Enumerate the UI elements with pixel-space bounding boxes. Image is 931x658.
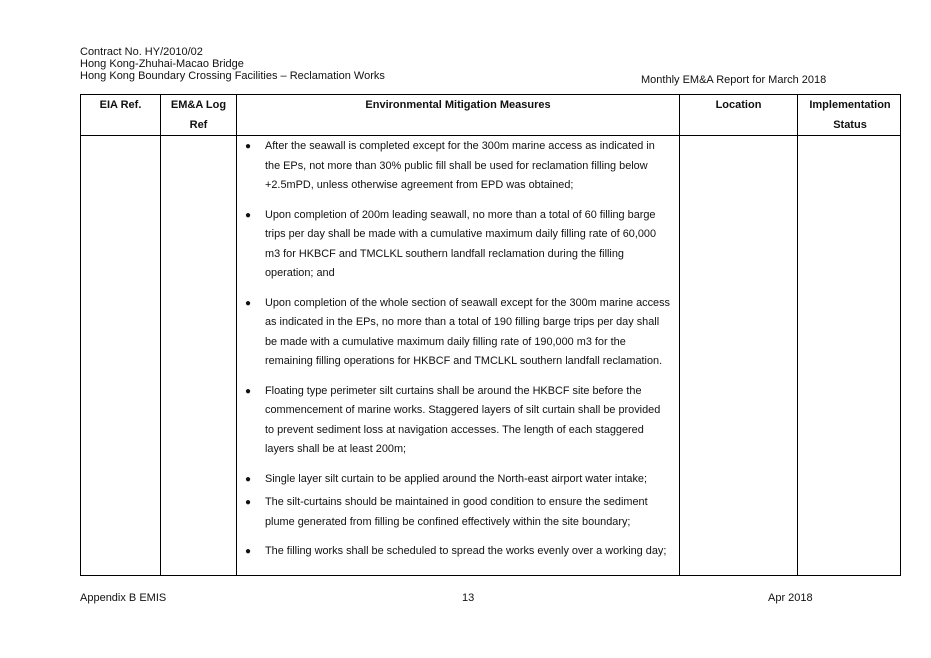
footer-page-number: 13 (462, 592, 475, 604)
bullet-icon: ● (245, 497, 252, 508)
report-title: Monthly EM&A Report for March 2018 (641, 74, 827, 86)
header-ema-log-label: EM&A Log (170, 99, 227, 111)
bullet-icon: ● (245, 209, 252, 221)
column-divider (679, 95, 680, 575)
list-item (241, 542, 671, 562)
header-implementation-status (798, 95, 902, 135)
header-eia-ref-label: EIA Ref. (99, 99, 142, 111)
footer-date: Apr 2018 (768, 592, 813, 604)
list-item (241, 470, 671, 490)
measure-text: The filling works shall be scheduled to spread the works evenly over a working day; (265, 545, 667, 557)
header-location (680, 95, 797, 115)
bullet-icon: ● (245, 385, 252, 397)
document-header (80, 46, 385, 82)
measure-text: Floating type perimeter silt curtains shall be around the HKBCF site before the commencement of marine works. Staggered layers of silt curtain shall be provided to prevent sediment loss at navigation accesses. The length of each staggered layers shall be at least 200m; (265, 384, 661, 455)
header-location-label: Location (715, 99, 762, 111)
measure-text: Single layer silt curtain to be applied around the North-east airport water intake; (265, 472, 647, 485)
header-measures-label: Environmental Mitigation Measures (365, 99, 551, 111)
measure-text: Upon completion of 200m leading seawall, no more than a total of 60 filling barge trips per day shall be made with a cumulative maximum daily filling rate of 60,000 m3 for HKBCF and TMCLKL southern landfall reclamation during the filling operation; and (265, 208, 657, 279)
list-item (241, 206, 671, 284)
header-measures (237, 95, 679, 115)
measure-text: The silt-curtains should be maintained in good condition to ensure the sediment plume generated from filling be confined effectively within the site boundary; (265, 496, 648, 528)
bullet-icon: ● (245, 141, 252, 152)
bullet-icon: ● (245, 546, 252, 557)
column-divider (797, 95, 798, 575)
mitigation-measures-table (80, 94, 901, 576)
column-divider (236, 95, 237, 575)
header-ema-log-ref (161, 95, 236, 135)
contract-number: Contract No. HY/2010/02 (80, 46, 203, 58)
header-implementation-label: Implementation (809, 99, 891, 111)
list-item (241, 493, 671, 532)
bullet-icon: ● (245, 473, 252, 485)
works-title: Hong Kong Boundary Crossing Facilities – Reclamation Works (80, 70, 385, 82)
list-item (241, 137, 671, 196)
measure-text: Upon completion of the whole section of seawall except for the 300m marine access as indicated in the EPs, no more than a total of 190 filling barge trips per day shall be made with a cumulative maximum daily filling rate of 190,000 m3 for the remaining filling operations for HKBCF and TMCLKL southern landfall reclamation. (265, 296, 670, 367)
header-status-label: Status (833, 119, 867, 131)
project-name: Hong Kong-Zhuhai-Macao Bridge (80, 58, 244, 70)
measure-text: After the seawall is completed except for the 300m marine access as indicated in the EPs, not more than 30% public fill shall be used for reclamation filling below +2.5mPD, unless otherwise agreement from EPD was obtained; (265, 140, 655, 191)
list-item (241, 294, 671, 372)
header-divider (81, 135, 900, 136)
measures-list (241, 137, 671, 572)
column-divider (160, 95, 161, 575)
footer-appendix: Appendix B EMIS (80, 592, 167, 604)
header-ref-label: Ref (189, 119, 208, 131)
list-item (241, 382, 671, 460)
header-eia-ref (81, 95, 160, 115)
bullet-icon: ● (245, 297, 252, 309)
